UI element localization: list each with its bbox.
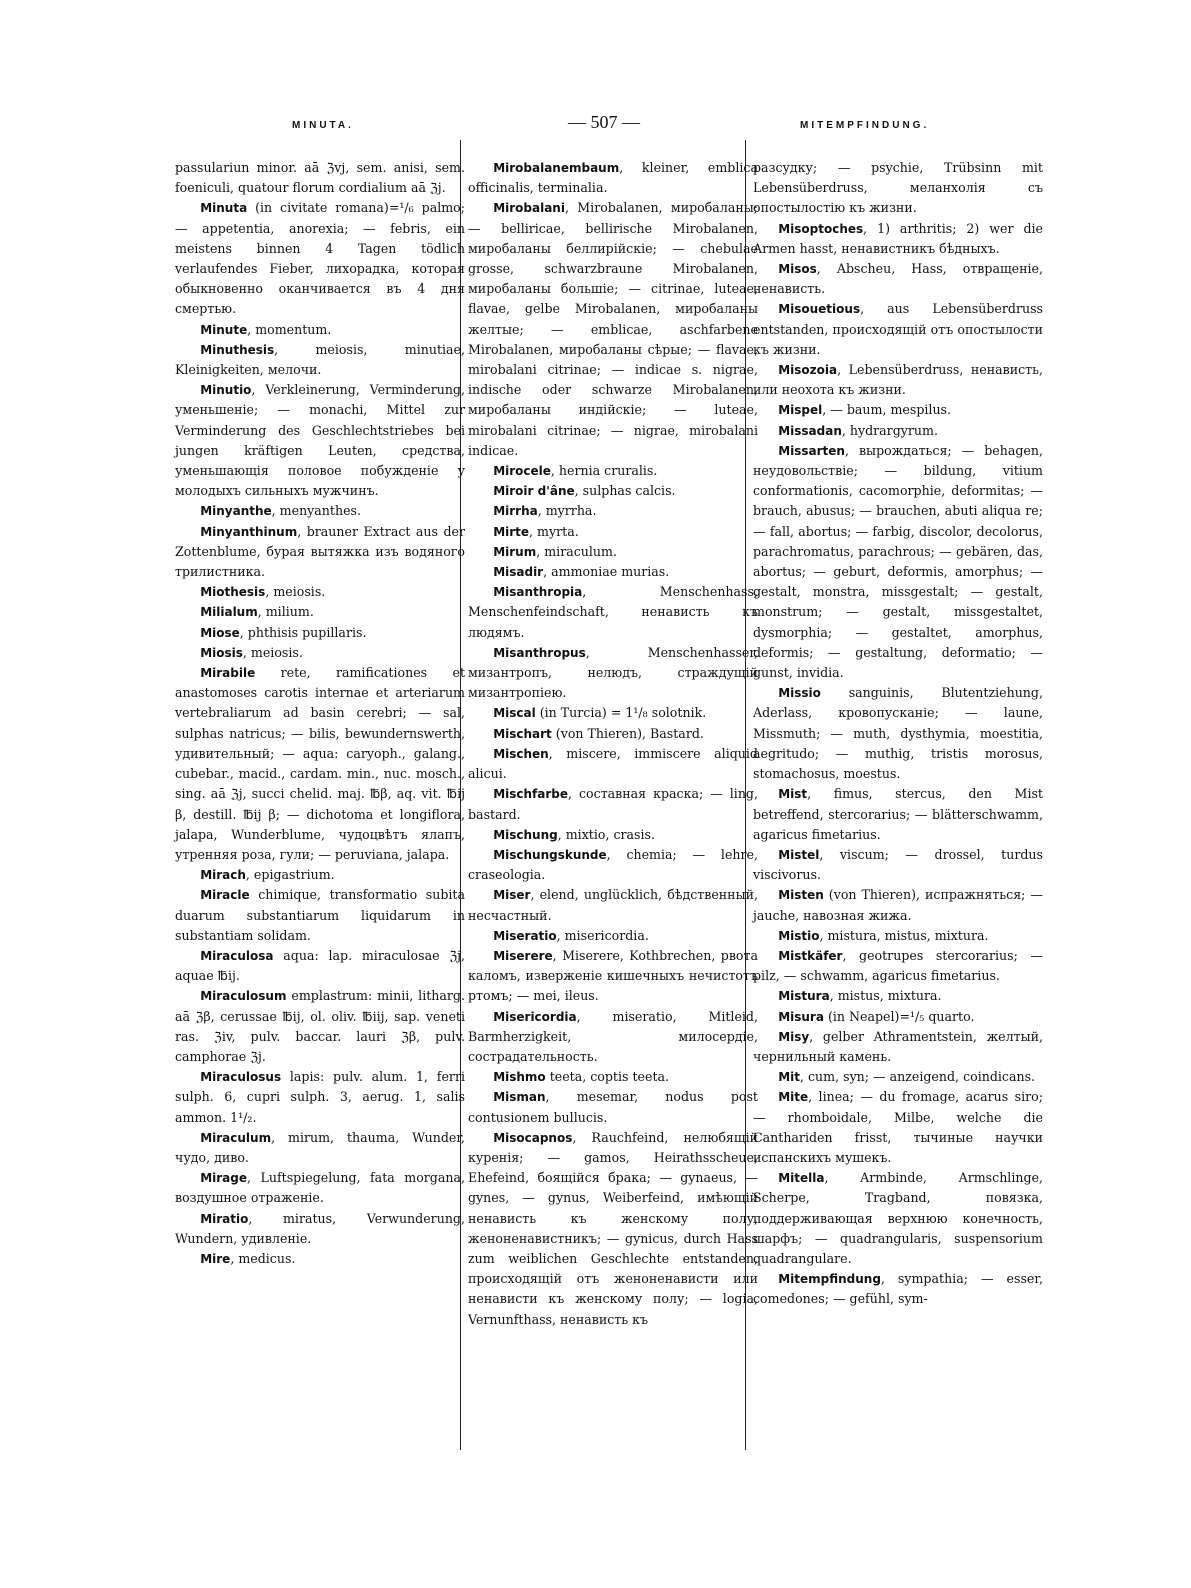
headword: Mistkäfer [778,948,843,963]
entry-text: , fimus, stercus, den Mist betreffend, stercorarius; — blätterschwamm, agaricus fimetarius. [753,786,1043,842]
headword: Mistura [778,989,830,1004]
dictionary-entry [468,461,758,481]
running-head-right: MITEMPFINDUNG. [800,120,930,131]
entry-text: , miraculum. [536,543,617,559]
dictionary-entry [175,1168,465,1208]
entry-text: passulariun minor. aā ℨvj, sem. anisi, sem. foeniculi, quatour florum cordialium aā ℨj. [175,160,465,196]
headword: Mirocele [493,464,551,479]
entry-text: , menyanthes. [271,503,362,519]
headword: Mite [778,1090,809,1105]
headword: Misanthropia [493,585,583,600]
dictionary-entry [468,744,758,784]
dictionary-entry [468,845,758,885]
entry-text: , sympathia; — esser, comedones; — gefühl, sym- [753,1271,1043,1307]
dictionary-entry [175,1249,465,1269]
dictionary-entry [175,885,465,946]
headword: Miosis [200,645,243,660]
dictionary-entry [753,784,1043,845]
entry-text: , составная краска; — ling, bastard. [468,786,758,822]
entry-text: , gelber Athramentstein, желтый, чернильный камень. [753,1028,1043,1064]
headword: Miracle [200,888,250,903]
dictionary-entry [468,158,758,198]
headword: Mischungskunde [493,847,607,862]
entry-text: , miscere, immiscere aliquid alicui. [468,745,758,782]
headword: Misozoia [778,363,838,378]
headword: Mirobalanembaum [493,161,620,175]
headword: Mist [778,787,808,802]
entry-text: (von Thieren), испражняться; — jauche, навозная жижа. [753,887,1043,923]
dictionary-entry [175,1209,465,1249]
entry-text: , Abscheu, Hass, отвращеніе, ненависть. [753,261,1043,297]
dictionary-entry [468,582,758,643]
entry-text: , вырождаться; — behagen, неудовольствіе; — bildung, vitium conformationis, cacomorphie, deformitas; — brauch, abusus; — brauchen, abuti aliqua re; — fall, abortus; — farbig, discolor, decolorus, parachromatus, parachrous; — gebären, das, abortus; — geburt, deformis, amorphus; — gestalt, monstra, missgestalt; — gestalt, monstrum; — gestalt, missgestaltet, dysmorphia; — gestaltet, amorphus, deformis; — gestaltung, deformatio; — gunst, invidia. [753,442,1043,681]
entry-text: , miratus, Verwunderung, Wundern, удивленіе. [175,1210,465,1246]
entry-text: , mistus, mixtura. [829,988,942,1004]
dictionary-entry [753,158,1043,219]
dictionary-entry [753,1067,1043,1087]
entry-text: sanguinis, Blutentziehung, Aderlass, кровопусканіе; — laune, Missmuth; — muth, dysthymia, moestitia, aegritudo; — muthig, tristis morosus, stomachosus, moestus. [753,685,1043,782]
dictionary-entry [753,219,1043,259]
headword: Miose [200,625,240,640]
entry-text: , meiosis, minutiae, Kleinigkeiten, мелочи. [175,341,465,378]
dictionary-entry [175,663,465,865]
dictionary-entry [468,946,758,1007]
dictionary-entry [753,885,1043,925]
headword: Miothesis [200,585,266,600]
entry-text: chimique, transformatio subita duarum substantiarum liquidarum in substantiam solidam. [175,887,465,943]
entry-text: , Armbinde, Armschlinge, Scherpe, Tragband, повязка, поддерживающая верхнюю конечность, шарфъ; — quadrangularis, suspensorium quadrangulare. [753,1170,1043,1266]
dictionary-entry [175,623,465,643]
dictionary-entry [175,602,465,622]
headword: Misos [778,262,817,277]
headword: Mirach [200,868,246,883]
entry-text: , Mirobalanen, миробаланы; — belliricae, bellirische Mirobalanen, миробаланы беллирійскіе; — chebulae grosse, schwarzbraune Mirobalanen, миробаланы большіе; — citrinae, luteae, flavae, gelbe Mirobalanen, миробаланы желтые; — emblicae, aschfarbene Mirobalanen, миробаланы сѣрые; — flavae, mirobalani citrinae; — indicae s. nigrae, indische oder schwarze Mirobalanen, миробаланы индійскіе; — luteae, mirobalani citrinae; — nigrae, mirobalani indicae. [468,200,758,458]
entry-text: , hernia cruralis. [550,463,658,479]
entry-text: , elend, unglücklich, бѣдственный, несчастный. [468,887,758,923]
headword: Misanthropus [493,645,586,660]
headword: Missio [778,686,821,701]
headword: Mischung [493,827,558,842]
headword: Misoptoches [778,221,864,236]
headword: Minyanthinum [200,524,298,539]
entry-text: , 1) arthritis; 2) wer die Armen hasst, ненавистникъ бѣдныхъ. [753,220,1043,256]
headword: Missadan [778,423,842,438]
headword: Minute [200,322,248,337]
dictionary-entry [468,1087,758,1127]
dictionary-entry [175,1067,465,1128]
entry-text: (in Turcia) = 1¹/₈ solotnik. [535,705,707,721]
dictionary-entry [175,946,465,986]
headword: Miserere [493,948,553,963]
entry-text: , sulphas calcis. [574,483,676,499]
entry-text: , hydrargyrum. [841,422,938,438]
headword: Mischart [493,726,552,741]
entry-text: , myrta. [529,523,579,539]
entry-text: , geotrupes stercorarius; — pilz, — schwamm, agaricus fimetarius. [753,947,1043,984]
headword: Misericordia [493,1009,577,1024]
headword: Miraculosus [200,1070,282,1085]
entry-text: , mistura, mistus, mixtura. [819,927,989,943]
entry-text: , Luftspiegelung, fata morgana, воздушное отраженіе. [175,1170,465,1206]
page-number: — 507 — [568,112,640,132]
dictionary-entry [175,501,465,521]
dictionary-entry [753,926,1043,946]
headword: Misadir [493,565,544,580]
dictionary-entry [175,320,465,340]
entry-text: , mixtio, crasis. [557,826,656,842]
column-1 [175,158,465,1269]
headword: Mirrha [493,504,538,519]
headword: Miseratio [493,928,557,943]
entry-text: lapis: pulv. alum. 1, ferri sulph. 6, cupri sulph. 3, aerug. 1, salis ammon. 1¹/₂. [175,1069,465,1125]
headword: Milialum [200,605,258,620]
headword: Minutio [200,383,252,398]
dictionary-entry [468,1128,758,1330]
entry-text: (von Thieren), Bastard. [551,725,704,741]
dictionary-entry [753,421,1043,441]
headword: Mispel [778,403,823,418]
headword: Mirum [493,544,537,559]
dictionary-entry [468,926,758,946]
entry-text: , cum, syn; — anzeigend, coindicans. [799,1069,1036,1085]
dictionary-entry [175,986,465,1067]
entry-text: , Lebensüberdruss, ненависть, или неохота къ жизни. [753,362,1043,398]
dictionary-entry [753,1269,1043,1309]
dictionary-entry [753,946,1043,986]
dictionary-entry [753,259,1043,299]
headword: Mirage [200,1171,247,1186]
dictionary-entry [468,724,758,744]
dictionary-entry [468,784,758,824]
headword: Mirobalani [493,201,565,216]
column-3 [753,158,1043,1310]
headword: Mitella [778,1171,825,1186]
dictionary-entry [468,825,758,845]
headword: Misy [778,1029,810,1044]
entry-text: , linea; — du fromage, acarus siro; — rhomboidale, Milbe, welche die Canthariden frisst, тычиные научки испанскихъ мушекъ. [753,1089,1043,1165]
dictionary-entry [468,703,758,723]
dictionary-entry [468,1007,758,1068]
headword: Mire [200,1251,231,1266]
entry-text: , chemia; — lehre, craseologia. [468,846,758,883]
entry-text: aqua: lap. miraculosae ℨj, aquae ℔ij. [175,947,465,984]
dictionary-entry [753,1027,1043,1067]
dictionary-entry [468,1067,758,1087]
running-head-left: MINUTA. [292,120,354,131]
entry-text: , meiosis. [242,644,303,660]
dictionary-entry [175,198,465,319]
entry-text: rete, ramificationes et anastomoses carotis internae et arteriarum vertebraliarum ad basin cerebri; — sal, sulphas natricus; — bilis, bewundernswerth, удивительный; — aqua: caryoph., galang., cubebar., macid., cardam. min., nuc. mosch., sing. aā ℨj, succi chelid. maj. ℔β, aq. vit. ℔ij β, destill. ℔ij β; — dichotoma et longiflora, jalapa, Wunderblume, чудоцвѣтъ ялапъ, утренняя роза, гули; — peruviana, jalapa. [175,665,465,862]
dictionary-entry [175,643,465,663]
dictionary-entry [753,986,1043,1006]
entry-text: teeta, coptis teeta. [545,1069,670,1085]
entry-text: , mirum, thauma, Wunder, чудо, диво. [175,1129,465,1165]
entry-text: , brauner Extract aus der Zottenblume, бурая вытяжка изъ водяного трилистника. [175,523,465,580]
headword: Miraculosa [200,948,274,963]
entry-text: emplastrum: minii, litharg. aā ℨβ, cerussae ℔ij, ol. oliv. ℔iij, sap. veneti ras. ℨiv, pulv. baccar. lauri ℨβ, pulv. camphorae ℨj. [175,988,465,1064]
dictionary-entry [468,481,758,501]
dictionary-entry [468,562,758,582]
entry-text: (in civitate romana)=¹/₆ palmo; — appetentia, anorexia; — febris, ein meistens binnen 4 Tagen tödlich verlaufendes Fieber, лихорадка, которая обыкновенно оканчивается въ 4 дня смертью. [175,200,465,317]
dictionary-entry [468,522,758,542]
entry-text: , Verkleinerung, Verminderung, уменьшеніе; — monachi, Mittel zur Verminderung des Geschlechtstriebes bei jungen kräftigen Leuten, средства, уменьшающія половое побужденіе у молодыхъ сильныхъ мужчинъ. [175,382,465,499]
headword: Miscal [493,706,536,721]
entry-text: , Miserere, Kothbrechen, рвота каломъ, изверженіе кишечныхъ нечистотъ ртомъ; — mei, ileus. [468,947,758,1004]
headword: Mistio [778,928,820,943]
headword: Mischen [493,746,549,761]
dictionary-entry [468,542,758,562]
headword: Mischfarbe [493,787,569,802]
dictionary-entry [753,400,1043,420]
headword: Miraculosum [200,989,287,1004]
dictionary-entry [175,582,465,602]
dictionary-entry [753,1007,1043,1027]
entry-text: , epigastrium. [245,867,335,883]
entry-text: , momentum. [247,321,332,337]
headword: Mirabile [200,666,256,681]
entry-text: , Menschenhass, Menschenfeindschaft, ненависть къ людямъ. [468,584,758,640]
entry-text: , meiosis. [265,584,326,600]
entry-text: , myrrha. [537,503,597,519]
headword: Miraculum [200,1130,272,1145]
entry-text: , aus Lebensüberdruss entstanden, происходящій отъ опостылости къ жизни. [753,301,1043,357]
headword: Minuta [200,201,248,216]
dictionary-entry [753,845,1043,885]
dictionary-entry [175,1128,465,1168]
dictionary-entry [753,360,1043,400]
entry-text: , misericordia. [556,927,649,943]
headword: Misocapnos [493,1130,573,1145]
dictionary-entry [175,522,465,583]
entry-text: , phthisis pupillaris. [239,624,367,640]
headword: Misura [778,1009,824,1024]
entry-text: , ammoniae murias. [543,564,670,580]
dictionary-entry [753,1168,1043,1269]
headword: Minyanthe [200,504,272,519]
entry-text: , miseratio, Mitleid, Barmherzigkeit, милосердіе, сострадательность. [468,1008,758,1064]
dictionary-entry [468,198,758,461]
entry-text: , mesemar, nodus post contusionem bullucis. [468,1089,758,1125]
entry-text: , viscum; — drossel, turdus viscivorus. [753,846,1043,883]
dictionary-entry [468,885,758,925]
dictionary-entry [753,1087,1043,1168]
headword: Mistel [778,847,820,862]
dictionary-entry [468,501,758,521]
headword: Missarten [778,443,845,458]
column-2 [468,158,758,1330]
dictionary-entry [468,643,758,704]
headword: Miratio [200,1211,249,1226]
entry-text: , milium. [257,604,314,620]
entry-text: (in Neapel)=¹/₅ quarto. [823,1008,975,1024]
entry-text: , medicus. [230,1250,296,1266]
headword: Misman [493,1090,546,1105]
entry-text: , — baum, mespilus. [822,402,952,418]
entry-text: , Rauchfeind, нелюбящій куренія; — gamos, Heirathsscheue, Ehefeind, боящійся брака; — gynaeus, — gynes, — gynus, Weiberfeind, имѣющій ненависть къ женскому полу, женоненавистникъ; — gynicus, durch Hass zum weiblichen Geschlechte entstanden, происходящій отъ женоненависти или ненависти къ женскому полу; — logia, Vernunfthass, ненависть къ [468,1129,758,1327]
entry-text: , Menschenhasser, мизантропъ, нелюдъ, страждущій мизантропіею. [468,644,758,701]
dictionary-entry [175,380,465,501]
headword: Mishmo [493,1070,546,1085]
headword: Minuthesis [200,342,275,357]
headword: Misten [778,888,824,903]
dictionary-entry [753,683,1043,784]
headword: Mirte [493,524,530,539]
headword: Miser [493,888,531,903]
headword: Mit [778,1070,800,1085]
dictionary-entry [175,158,465,198]
headword: Mitempfindung [778,1272,881,1287]
entry-text: , kleiner, emblica officinalis, terminalia. [468,160,758,196]
dictionary-entry [753,299,1043,360]
entry-text: разсудку; — psychie, Trübsinn mit Lebensüberdruss, меланхолія съ опостылостію къ жизни. [753,160,1043,216]
headword: Misouetious [778,302,861,317]
dictionary-entry [753,441,1043,683]
headword: Miroir d'âne [493,484,575,499]
dictionary-entry [175,340,465,380]
dictionary-entry [175,865,465,885]
page-header [0,110,1191,150]
